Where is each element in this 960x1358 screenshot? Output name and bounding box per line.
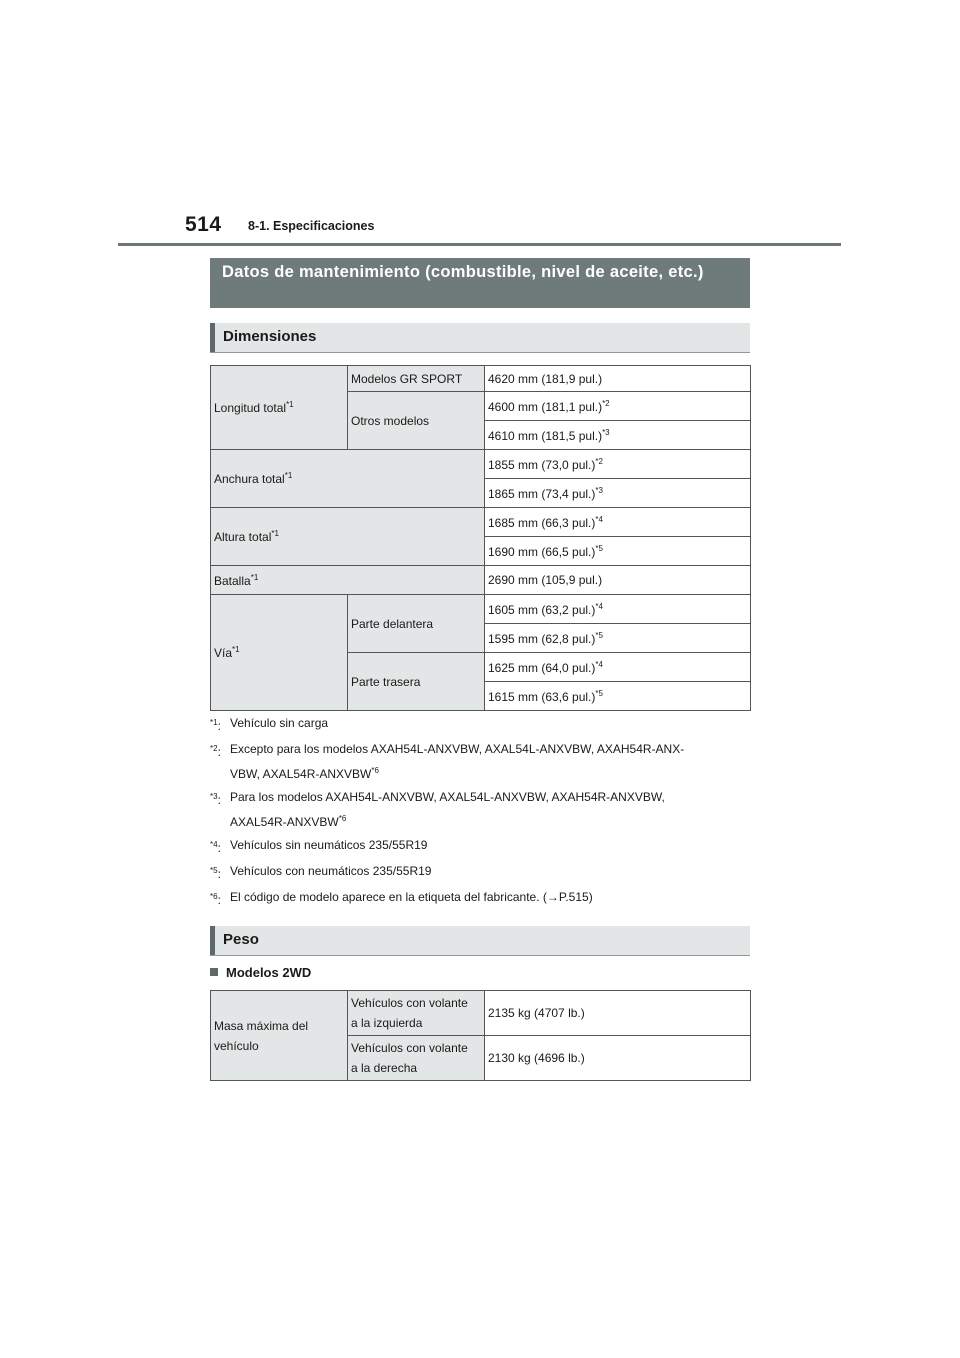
volante-derecha-label: Vehículos con volante a la derecha	[348, 1036, 485, 1081]
altura-total-label: Altura total$^{*1}$	[211, 508, 485, 566]
heading-accent-bar	[210, 926, 215, 955]
anchura-value-2: 1865 mm (73,4 pul.)$^{*3}$	[485, 479, 751, 508]
chapter-title: 8-1. Especificaciones	[248, 219, 375, 233]
table-row	[211, 366, 751, 392]
footnote: $^{*1}$: Vehículo sin carga	[210, 716, 329, 733]
anchura-total-label: Anchura total$^{*1}$	[211, 450, 485, 508]
trasera-value-2: 1615 mm (63,6 pul.)$^{*5}$	[485, 682, 751, 711]
peso-table	[210, 990, 751, 1081]
section-title: Datos de mantenimiento (combustible, nivel de aceite, etc.)	[210, 258, 750, 308]
peso-heading	[210, 926, 750, 956]
table-row	[211, 450, 751, 479]
delantera-value-2: 1595 mm (62,8 pul.)$^{*5}$	[485, 624, 751, 653]
parte-trasera-label: Parte trasera	[348, 653, 485, 711]
footnote: $^{*2}$: Excepto para los modelos AXAH54L-ANXVBW, AXAL54L-ANXVBW, AXAH54R-ANX- VBW, AXAL54R-ANXVBW$^{*6}$	[210, 742, 685, 781]
batalla-value: 2690 mm (105,9 pul.)	[485, 566, 751, 595]
altura-value-1: 1685 mm (66,3 pul.)$^{*4}$	[485, 508, 751, 537]
otros-modelos-value-1: 4600 mm (181,1 pul.)$^{*2}$	[485, 392, 751, 421]
footnote: $^{*3}$: Para los modelos AXAH54L-ANXVBW, AXAL54L-ANXVBW, AXAH54R-ANXVBW, AXAL54R-ANXVBW$^{*6}$	[210, 790, 665, 829]
dimensions-heading	[210, 323, 750, 353]
footnote: $^{*6}$: El código de modelo aparece en la etiqueta del fabricante. (→P.515)	[210, 890, 770, 907]
otros-modelos-value-2: 4610 mm (181,5 pul.)$^{*3}$	[485, 421, 751, 450]
gr-sport-label: Modelos GR SPORT	[348, 366, 485, 392]
batalla-label: Batalla$^{*1}$	[211, 566, 485, 595]
anchura-value-1: 1855 mm (73,0 pul.)$^{*2}$	[485, 450, 751, 479]
footnote: $^{*5}$: Vehículos con neumáticos 235/55R19	[210, 864, 432, 881]
volante-derecha-value: 2130 kg (4696 lb.)	[485, 1036, 751, 1081]
footnote: $^{*4}$: Vehículos sin neumáticos 235/55R19	[210, 838, 428, 855]
longitud-total-label: Longitud total$^{*1}$	[211, 366, 348, 450]
otros-modelos-label: Otros modelos	[348, 392, 485, 450]
volante-izquierda-label: Vehículos con volante a la izquierda	[348, 991, 485, 1036]
footnotes	[210, 716, 770, 916]
table-row	[211, 508, 751, 537]
header-divider	[118, 243, 841, 246]
peso-heading-label: Peso	[223, 931, 259, 948]
page-reference-link[interactable]: El código de modelo aparece en la etiqueta del fabricante. (→P.515)	[230, 890, 593, 904]
square-bullet-icon	[210, 968, 218, 976]
heading-accent-bar	[210, 323, 215, 352]
via-label: Vía$^{*1}$	[211, 595, 348, 711]
dimensions-table	[210, 365, 751, 711]
table-row	[211, 566, 751, 595]
page-number: 514	[185, 213, 222, 236]
dimensions-heading-label: Dimensiones	[223, 328, 317, 345]
table-row	[211, 595, 751, 624]
masa-maxima-label: Masa máxima del vehículo	[211, 991, 348, 1081]
delantera-value-1: 1605 mm (63,2 pul.)$^{*4}$	[485, 595, 751, 624]
trasera-value-1: 1625 mm (64,0 pul.)$^{*4}$	[485, 653, 751, 682]
parte-delantera-label: Parte delantera	[348, 595, 485, 653]
altura-value-2: 1690 mm (66,5 pul.)$^{*5}$	[485, 537, 751, 566]
models-2wd-subheading: Modelos 2WD	[210, 965, 311, 980]
table-row	[211, 991, 751, 1036]
volante-izquierda-value: 2135 kg (4707 lb.)	[485, 991, 751, 1036]
gr-sport-value: 4620 mm (181,9 pul.)	[485, 366, 751, 392]
